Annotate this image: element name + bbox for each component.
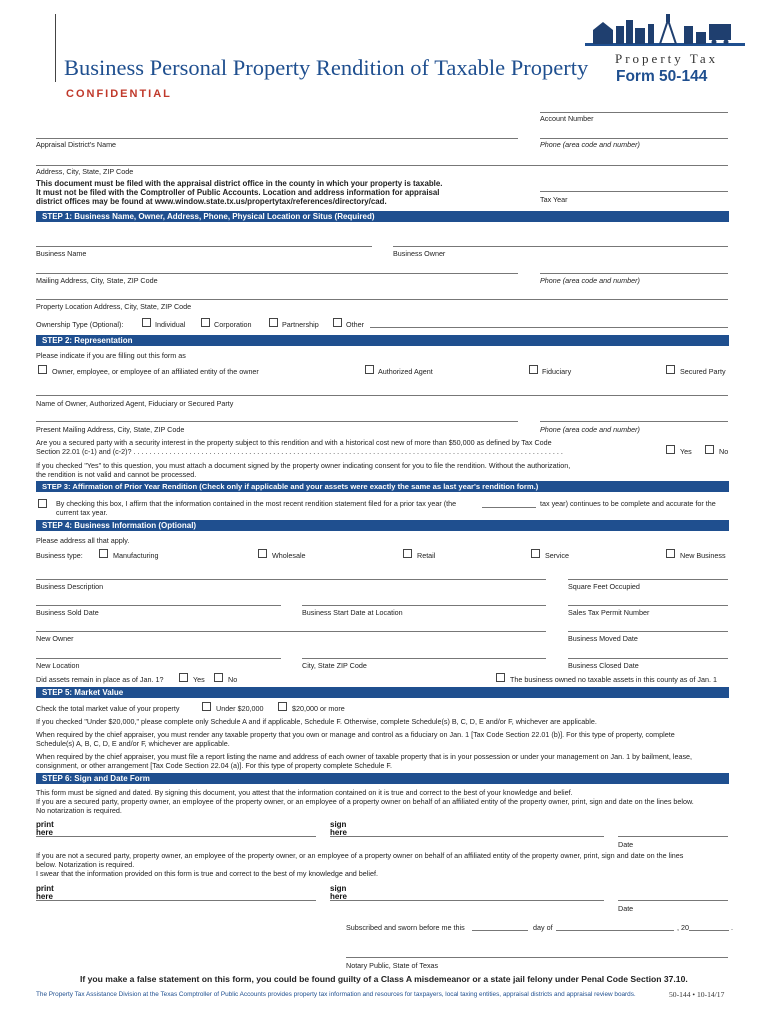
here-word: here [330, 828, 347, 837]
date-label-2: Date [618, 904, 634, 913]
representative-name-label: Name of Owner, Authorized Agent, Fiduciary or Secured Party [36, 399, 234, 408]
partnership-label: Partnership [282, 320, 319, 329]
bailment-instruction-1: When required by the chief appraiser, you must file a report listing the name and address of each owner of taxable property that is in your possession or under your management on Jan. 1 by bailment, lease, [36, 752, 693, 761]
day-of-label: day of [533, 923, 553, 932]
business-sold-date-line[interactable] [36, 605, 281, 606]
consent-line2: the rendition is not valid and cannot be processed. [36, 470, 197, 479]
year-20-label: , 20 [677, 923, 689, 932]
prior-tax-year-line[interactable] [482, 507, 536, 508]
owner-employee-label: Owner, employee, or employee of an affiliated entity of the owner [52, 367, 259, 376]
business-name-line[interactable] [36, 246, 372, 247]
appraisal-district-label: Appraisal District's Name [36, 140, 117, 149]
phone-line-top[interactable] [540, 138, 728, 139]
step4-header: STEP 4: Business Information (Optional) [36, 520, 729, 531]
print-word: print [36, 884, 54, 893]
over-20000-label: $20,000 or more [292, 704, 345, 713]
new-business-checkbox[interactable] [666, 549, 675, 558]
phone-label-top: Phone (area code and number) [540, 140, 640, 149]
secured-sign-instruction-2: No notarization is required. [36, 806, 122, 815]
step3-header: STEP 3: Affirmation of Prior Year Rendition (Check only if applicable and your assets were exactly the same as last year's rendition form.) [36, 481, 729, 492]
service-checkbox[interactable] [531, 549, 540, 558]
phone-line-step2[interactable] [540, 421, 728, 422]
period-mark: . [731, 923, 733, 932]
subscribed-month-line[interactable] [556, 930, 674, 931]
address-label-top: Address, City, State, ZIP Code [36, 167, 134, 176]
secured-no-label: No [719, 447, 729, 456]
tax-year-label: Tax Year [540, 195, 568, 204]
individual-label: Individual [155, 320, 186, 329]
square-feet-label: Square Feet Occupied [568, 582, 640, 591]
date-label-1: Date [618, 840, 634, 849]
secured-sign-instruction-1: If you are a secured party, property owner, an employee of the property owner, or an employee of a property owner on behalf of an affiliated entity of the property owner, print, sign and date on the lines below. [36, 797, 694, 806]
subscribed-day-line[interactable] [472, 930, 528, 931]
tax-year-line[interactable] [540, 191, 728, 192]
secured-question-line2: Section 22.01 (c-1) and (c-2)? . . . . . . . . . . . . . . . . . . . . . . . . . . . . . . . . . . . . . . . . . . . . . . . . . . . . . . . . . . . . . . . . . . . . . . . . . . . . . . . . . . . . . . . . . . . . . . . . . . . . . . . . . . . . [36, 447, 563, 456]
form-code: 50-144 • 10-14/17 [669, 990, 725, 999]
present-address-label: Present Mailing Address, City, State, ZIP Code [36, 425, 185, 434]
business-name-label: Business Name [36, 249, 87, 258]
here-word: here [330, 892, 347, 901]
assets-remain-yes-label: Yes [193, 675, 205, 684]
here-word: here [36, 828, 53, 837]
assets-remain-no-label: No [228, 675, 238, 684]
ownership-type-label: Ownership Type (Optional): [36, 320, 124, 329]
mailing-address-line[interactable] [36, 273, 518, 274]
business-description-line[interactable] [36, 579, 546, 580]
notary-label: Notary Public, State of Texas [346, 961, 439, 970]
consent-line1: If you checked "Yes" to this question, you must attach a document signed by the property owner indicating consent for you to file the rendition. Without the authorization, [36, 461, 571, 470]
notice-line-1: This document must be filed with the appraisal district office in the county in which your property is taxable. [36, 179, 443, 188]
category-label: Property Tax [615, 51, 719, 66]
over-20000-checkbox[interactable] [278, 702, 287, 711]
step1-header: STEP 1: Business Name, Owner, Address, Phone, Physical Location or Situs (Required) [36, 211, 729, 222]
secured-no-checkbox[interactable] [705, 445, 714, 454]
step4-instruction: Please address all that apply. [36, 536, 130, 545]
subscribed-year-line[interactable] [689, 930, 729, 931]
assets-remain-no-checkbox[interactable] [214, 673, 223, 682]
secured-yes-checkbox[interactable] [666, 445, 675, 454]
fiduciary-instruction-2: Schedule(s) A, B, C, D, E and/or F, whichever are applicable. [36, 739, 230, 748]
appraisal-district-line[interactable] [36, 138, 518, 139]
business-closed-date-line[interactable] [568, 658, 728, 659]
step5-header: STEP 5: Market Value [36, 687, 729, 698]
business-start-date-label: Business Start Date at Location [302, 608, 403, 617]
business-moved-date-label: Business Moved Date [568, 634, 638, 643]
division-footer: The Property Tax Assistance Division at the Texas Comptroller of Public Accounts provides property tax information and resources for taxpayers, local taxing entities, appraisal districts and appraisal review boards. [36, 991, 636, 998]
authorized-agent-checkbox[interactable] [365, 365, 374, 374]
account-number-line[interactable] [540, 112, 728, 113]
account-number-label: Account Number [540, 114, 594, 123]
under-20000-label: Under $20,000 [216, 704, 264, 713]
affirm-text-line1b: tax year) continues to be complete and accurate for the [540, 499, 716, 508]
schedule-instruction: If you checked "Under $20,000," please complete only Schedule A and if applicable, Schedule F. Otherwise, complete Schedule(s) B, C, D, E and/or F, whichever are applicable. [36, 717, 597, 726]
new-owner-label: New Owner [36, 634, 74, 643]
service-label: Service [545, 551, 569, 560]
business-closed-date-label: Business Closed Date [568, 661, 639, 670]
other-label: Other [346, 320, 364, 329]
sign-word: sign [330, 884, 347, 893]
fiduciary-instruction-1: When required by the chief appraiser, you must render any taxable property that you own or manage and control as a fiduciary on Jan. 1 [Tax Code Section 22.01 (b)]. For this type of property, complete [36, 730, 675, 739]
signature-line-1[interactable] [330, 836, 604, 837]
fiduciary-checkbox[interactable] [529, 365, 538, 374]
affirm-text-line1: By checking this box, I affirm that the information contained in the most recent rendition statement filed for a prior tax year (the [56, 499, 457, 508]
under-20000-checkbox[interactable] [202, 702, 211, 711]
city-state-zip-label: City, State ZIP Code [302, 661, 367, 670]
fiduciary-label: Fiduciary [542, 367, 572, 376]
new-business-label: New Business [680, 551, 726, 560]
notice-line-3: district offices may be found at www.window.state.tx.us/propertytax/references/directory/cad. [36, 197, 387, 206]
secured-party-label: Secured Party [680, 367, 726, 376]
partnership-checkbox[interactable] [269, 318, 278, 327]
print-word: print [36, 820, 54, 829]
individual-checkbox[interactable] [142, 318, 151, 327]
corporation-checkbox[interactable] [201, 318, 210, 327]
date-line-1[interactable] [618, 836, 728, 837]
owner-employee-checkbox[interactable] [38, 365, 47, 374]
sign-word: sign [330, 820, 347, 829]
affirm-prior-year-checkbox[interactable] [38, 499, 47, 508]
business-moved-date-line[interactable] [568, 631, 728, 632]
bailment-instruction-2: consignment, or other arrangement [Tax Code Section 22.04 (a)]. For this type of property complete Schedule F. [36, 761, 392, 770]
phone-label-step2: Phone (area code and number) [540, 425, 640, 434]
manufacturing-label: Manufacturing [113, 551, 159, 560]
print-here-label-1 [36, 821, 54, 837]
new-location-line[interactable] [36, 658, 281, 659]
notary-signature-line[interactable] [346, 957, 728, 958]
secured-yes-label: Yes [680, 447, 692, 456]
authorized-agent-label: Authorized Agent [378, 367, 433, 376]
print-name-line-2[interactable] [36, 900, 316, 901]
assets-remain-yes-checkbox[interactable] [179, 673, 188, 682]
square-feet-line[interactable] [568, 579, 728, 580]
business-owner-line[interactable] [393, 246, 728, 247]
manufacturing-checkbox[interactable] [99, 549, 108, 558]
business-sold-date-label: Business Sold Date [36, 608, 99, 617]
property-location-line[interactable] [36, 299, 728, 300]
mailing-address-label: Mailing Address, City, State, ZIP Code [36, 276, 158, 285]
phone-line-step1[interactable] [540, 273, 728, 274]
business-type-label: Business type: [36, 551, 83, 560]
affirm-text-line2: current tax year. [56, 508, 108, 517]
false-statement-warning: If you make a false statement on this form, you could be found guilty of a Class A misdemeanor or a state jail felony under Penal Code Section 37.10. [80, 974, 688, 984]
market-value-label: Check the total market value of your property [36, 704, 180, 713]
other-checkbox[interactable] [333, 318, 342, 327]
representative-name-line[interactable] [36, 395, 728, 396]
new-location-label: New Location [36, 661, 80, 670]
sign-here-label-1 [330, 821, 347, 837]
sales-tax-permit-label: Sales Tax Permit Number [568, 608, 650, 617]
sign-here-label-2 [330, 885, 347, 901]
property-location-label: Property Location Address, City, State, ZIP Code [36, 302, 192, 311]
corporation-label: Corporation [214, 320, 252, 329]
signature-line-2[interactable] [330, 900, 604, 901]
no-taxable-assets-checkbox[interactable] [496, 673, 505, 682]
form-title: Business Personal Property Rendition of Taxable Property [64, 55, 589, 80]
sales-tax-permit-line[interactable] [568, 605, 728, 606]
notice-line-2: It must not be filed with the Comptroller of Public Accounts. Location and address information for appraisal [36, 188, 440, 197]
notary-sign-instruction-1: If you are not a secured party, property owner, an employee of the property owner, or an employee of a property owner on behalf of an affiliated entity of the property owner, print, sign and date on the lines [36, 851, 684, 860]
retail-label: Retail [417, 551, 436, 560]
address-line-top[interactable] [36, 165, 728, 166]
secured-question-line1: Are you a secured party with a security interest in the property subject to this rendition and with a historical cost new of more than $50,000 as defined by Tax Code [36, 438, 552, 447]
phone-label-step1: Phone (area code and number) [540, 276, 640, 285]
form-number: Form 50-144 [616, 68, 708, 85]
confidential-label: CONFIDENTIAL [66, 88, 172, 100]
wholesale-checkbox[interactable] [258, 549, 267, 558]
other-specify-line[interactable] [370, 327, 728, 328]
print-name-line-1[interactable] [36, 836, 316, 837]
secured-party-checkbox[interactable] [666, 365, 675, 374]
wholesale-label: Wholesale [272, 551, 306, 560]
header-left-rule [55, 14, 56, 82]
date-line-2[interactable] [618, 900, 728, 901]
business-owner-label: Business Owner [393, 249, 446, 258]
step2-header: STEP 2: Representation [36, 335, 729, 346]
present-address-line[interactable] [36, 421, 518, 422]
business-description-label: Business Description [36, 582, 104, 591]
attest-text: This form must be signed and dated. By signing this document, you attest that the information contained on it is true and correct to the best of your knowledge and belief. [36, 788, 573, 797]
new-owner-line[interactable] [36, 631, 546, 632]
swear-statement: I swear that the information provided on this form is true and correct to the best of my knowledge and belief. [36, 869, 378, 878]
subscribed-label: Subscribed and sworn before me this [346, 923, 465, 932]
notary-sign-instruction-2: below. Notarization is required. [36, 860, 135, 869]
here-word: here [36, 892, 53, 901]
step6-header: STEP 6: Sign and Date Form [36, 773, 729, 784]
city-state-zip-line[interactable] [302, 658, 546, 659]
no-taxable-assets-label: The business owned no taxable assets in this county as of Jan. 1 [510, 675, 717, 684]
assets-remain-label: Did assets remain in place as of Jan. 1? [36, 675, 164, 684]
retail-checkbox[interactable] [403, 549, 412, 558]
skyline-logo-icon [588, 14, 738, 44]
print-here-label-2 [36, 885, 54, 901]
business-start-date-line[interactable] [302, 605, 546, 606]
step2-instruction: Please indicate if you are filling out this form as [36, 351, 186, 360]
